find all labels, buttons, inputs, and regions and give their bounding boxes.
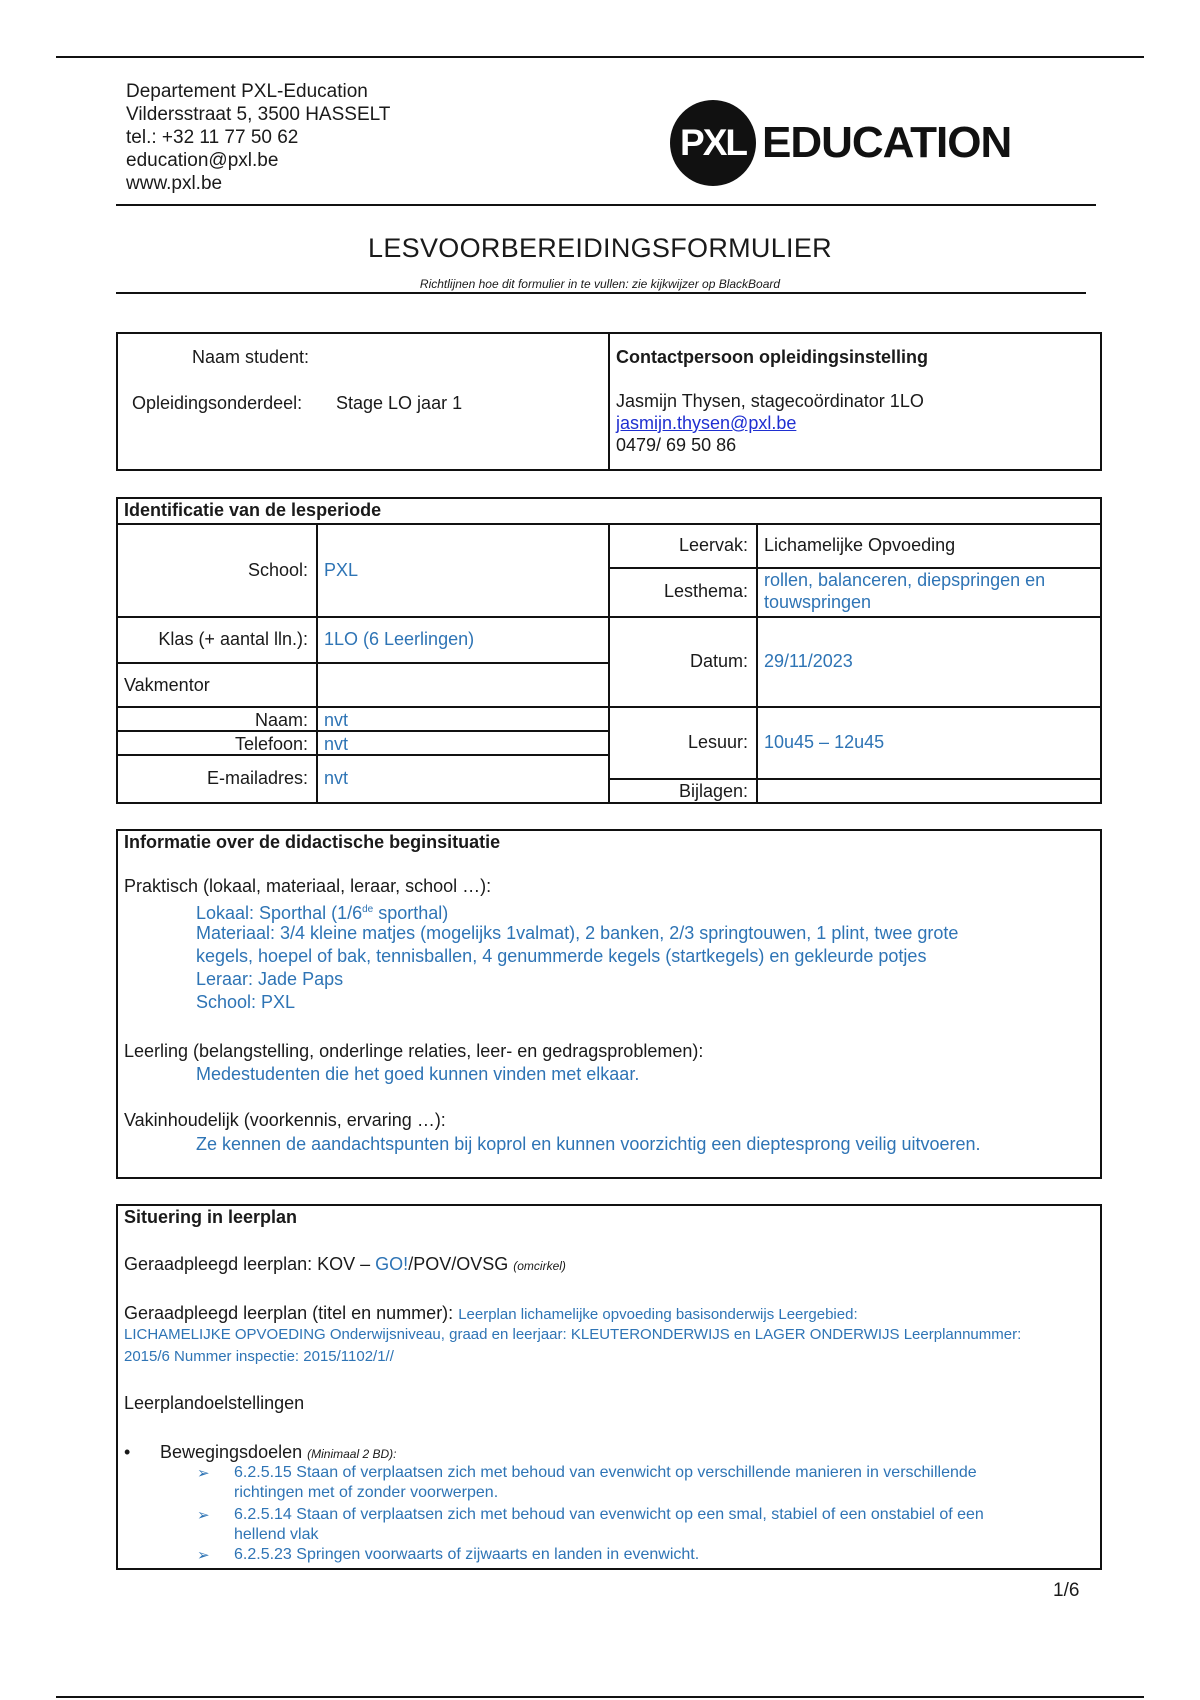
program-label: Opleidingsonderdeel: bbox=[132, 393, 303, 413]
naam-value: nvt bbox=[324, 710, 349, 730]
header-rule bbox=[116, 204, 1096, 206]
goal-line: hellend vlak bbox=[234, 1526, 319, 1543]
consulted-rest: /POV/OVSG bbox=[408, 1254, 509, 1274]
klas-value: 1LO (6 Leerlingen) bbox=[324, 629, 475, 649]
page-subtitle: Richtlijnen hoe dit formulier in te vullen: zie kijkwijzer op BlackBoard bbox=[419, 277, 781, 291]
vak-value: Ze kennen de aandachtspunten bij koprol en kunnen voorzichtig een dieptesprong veilig uitvoeren. bbox=[196, 1134, 981, 1154]
email-value: nvt bbox=[324, 768, 349, 788]
movement-label: Bewegingsdoelen bbox=[160, 1442, 303, 1462]
lokaal-superscript: de bbox=[362, 904, 374, 915]
telefoon-value: nvt bbox=[324, 734, 349, 754]
plan-title-line bbox=[124, 1302, 858, 1326]
student-name-label: Naam student: bbox=[192, 347, 310, 367]
goal-line: 6.2.5.15 Staan of verplaatsen zich met behoud van evenwicht op verschillende manieren in verschillende bbox=[234, 1464, 977, 1481]
email-label: E-mailadres: bbox=[206, 768, 308, 788]
goal-line: 6.2.5.23 Springen voorwaarts of zijwaarts en landen in evenwicht. bbox=[234, 1546, 700, 1563]
naam-label: Naam: bbox=[254, 710, 308, 730]
goal-line: richtingen met of zonder voorwerpen. bbox=[234, 1484, 499, 1501]
movement-line bbox=[160, 1441, 397, 1465]
plan-title-value: Leerplan lichamelijke opvoeding basisonderwijs Leergebied: bbox=[458, 1306, 858, 1323]
arrow-bullet-icon: ➢ bbox=[197, 1465, 210, 1482]
page-title: LESVOORBEREIDINGSFORMULIER bbox=[368, 233, 832, 263]
consulted-go: GO! bbox=[375, 1254, 409, 1274]
lesthema-value: rollen, balanceren, diepspringen en bbox=[764, 570, 1046, 590]
datum-label: Datum: bbox=[689, 651, 748, 671]
klas-label: Klas (+ aantal lln.): bbox=[158, 629, 308, 649]
top-rule bbox=[56, 56, 1144, 58]
leraar-line: Leraar: Jade Paps bbox=[196, 969, 344, 989]
lokaal-text: Lokaal: Sporthal (1/6 bbox=[196, 903, 363, 923]
contact-phone: 0479/ 69 50 86 bbox=[616, 435, 737, 455]
column-divider bbox=[756, 523, 758, 802]
leerling-value: Medestudenten die het goed kunnen vinden met elkaar. bbox=[196, 1064, 640, 1084]
goal-line: 6.2.5.14 Staan of verplaatsen zich met behoud van evenwicht op een smal, stabiel of een onstabiel of een bbox=[234, 1506, 984, 1523]
column-divider bbox=[608, 334, 610, 469]
pxl-logo-mark: PXL bbox=[670, 100, 756, 186]
address-line: Vildersstraat 5, 3500 HASSELT bbox=[126, 104, 391, 125]
program-value: Stage LO jaar 1 bbox=[336, 393, 463, 413]
identification-box bbox=[116, 497, 1102, 804]
bullet-icon: • bbox=[124, 1442, 131, 1462]
pxl-education-logo bbox=[670, 100, 1011, 186]
logo-wordmark: EDUCATION bbox=[762, 118, 1012, 167]
didactic-heading: Informatie over de didactische beginsituatie bbox=[124, 832, 501, 852]
address-line: www.pxl.be bbox=[126, 173, 223, 194]
row-divider bbox=[118, 662, 610, 664]
plan-title-value: LICHAMELIJKE OPVOEDING Onderwijsniveau, graad en leerjaar: KLEUTERONDERWIJS en LAGER ONDERWIJS Leerplannummer: bbox=[124, 1326, 1022, 1343]
plan-title-value: 2015/6 Nummer inspectie: 2015/1102/1// bbox=[124, 1348, 394, 1365]
consulted-note: (omcirkel) bbox=[513, 1259, 566, 1273]
leervak-value: Lichamelijke Opvoeding bbox=[764, 535, 956, 555]
arrow-bullet-icon: ➢ bbox=[197, 1547, 210, 1564]
bottom-rule bbox=[56, 1696, 1144, 1698]
materiaal-line: kegels, hoepel of bak, tennisballen, 4 genummerde kegels (startkegels) en gekleurde potjes bbox=[196, 946, 927, 966]
vakmentor-label: Vakmentor bbox=[124, 675, 210, 695]
address-line: Departement PXL-Education bbox=[126, 81, 368, 102]
materiaal-line: Materiaal: 3/4 kleine matjes (mogelijks 1valmat), 2 banken, 2/3 springtouwen, 1 plint, twee grote bbox=[196, 923, 959, 943]
lesthema-label: Lesthema: bbox=[663, 581, 748, 601]
datum-value: 29/11/2023 bbox=[764, 651, 853, 671]
leervak-label: Leervak: bbox=[678, 535, 748, 555]
contact-name: Jasmijn Thysen, stagecoördinator 1LO bbox=[616, 391, 924, 411]
page-number: 1/6 bbox=[1053, 1580, 1080, 1601]
movement-note: (Minimaal 2 BD): bbox=[307, 1447, 397, 1461]
vak-label: Vakinhoudelijk (voorkennis, ervaring …): bbox=[124, 1110, 446, 1130]
row-divider bbox=[608, 706, 1100, 708]
contact-heading: Contactpersoon opleidingsinstelling bbox=[616, 347, 929, 367]
school-value: PXL bbox=[324, 560, 359, 580]
bijlagen-label: Bijlagen: bbox=[678, 781, 748, 801]
school-label: School: bbox=[247, 560, 308, 580]
address-line: tel.: +32 11 77 50 62 bbox=[126, 127, 299, 148]
school-line: School: PXL bbox=[196, 992, 296, 1012]
department-address bbox=[126, 80, 390, 195]
plan-title-label: Geraadpleegd leerplan (titel en nummer): bbox=[124, 1303, 459, 1323]
goals-label: Leerplandoelstellingen bbox=[124, 1393, 305, 1413]
identification-heading: Identificatie van de lesperiode bbox=[124, 500, 382, 520]
address-line: education@pxl.be bbox=[126, 150, 279, 171]
lesthema-value: touwspringen bbox=[764, 592, 872, 612]
curriculum-box bbox=[116, 1204, 1102, 1570]
didactic-box bbox=[116, 829, 1102, 1179]
lesuur-value: 10u45 – 12u45 bbox=[764, 732, 885, 752]
leerling-label: Leerling (belangstelling, onderlinge relaties, leer- en gedragsproblemen): bbox=[124, 1041, 704, 1061]
practical-label: Praktisch (lokaal, materiaal, leraar, school …): bbox=[124, 876, 492, 896]
lokaal-text-end: sporthal) bbox=[373, 903, 449, 923]
contact-email-link[interactable]: jasmijn.thysen@pxl.be bbox=[616, 413, 797, 433]
consulted-label: Geraadpleegd leerplan: KOV – bbox=[124, 1254, 376, 1274]
title-rule bbox=[116, 292, 1086, 294]
telefoon-label: Telefoon: bbox=[234, 734, 308, 754]
consulted-line bbox=[124, 1253, 566, 1277]
arrow-bullet-icon: ➢ bbox=[197, 1507, 210, 1524]
row-divider bbox=[608, 616, 1100, 618]
curriculum-heading: Situering in leerplan bbox=[124, 1207, 298, 1227]
row-divider bbox=[118, 616, 610, 618]
lokaal-line bbox=[196, 899, 448, 924]
row-divider bbox=[118, 706, 610, 708]
student-box bbox=[116, 332, 1102, 471]
lesuur-label: Lesuur: bbox=[687, 732, 748, 752]
